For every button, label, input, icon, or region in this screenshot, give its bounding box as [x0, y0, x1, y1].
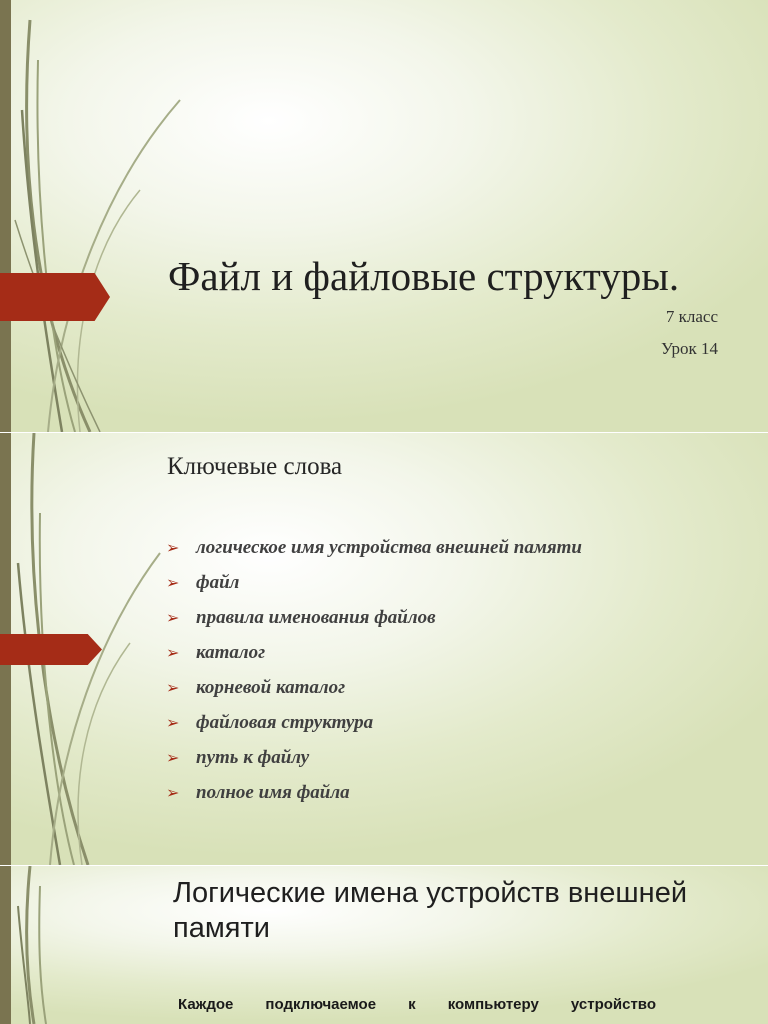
lesson-label: Урок 14 — [660, 339, 718, 358]
arrow-right-icon: ➢ — [166, 748, 180, 767]
slide-3-body: Каждое подключаемое к компьютеру устройство — [178, 996, 656, 1013]
keyword-item — [166, 745, 596, 770]
keyword-text: каталог — [196, 642, 266, 663]
arrow-right-icon: ➢ — [166, 783, 180, 802]
arrow-right-icon: ➢ — [166, 538, 180, 557]
slide-1-title: Файл и файловые структуры. — [168, 253, 680, 299]
grass-decor-icon — [0, 866, 200, 1024]
accent-banner — [0, 273, 110, 321]
arrow-right-icon: ➢ — [166, 643, 180, 662]
slide-logical-names — [0, 866, 768, 1024]
keyword-item — [166, 710, 596, 735]
slide-3-title: Логические имена устройств внешней памяти — [173, 877, 688, 944]
keyword-item — [166, 570, 596, 595]
arrow-right-icon: ➢ — [166, 713, 180, 732]
arrow-right-icon: ➢ — [166, 608, 180, 627]
keyword-text: логическое имя устройства внешней памяти — [196, 537, 582, 558]
slide-keywords — [0, 433, 768, 865]
keyword-list — [166, 535, 596, 815]
keyword-text: файловая структура — [196, 712, 374, 733]
keyword-text: полное имя файла — [196, 782, 350, 803]
grass-decor-icon — [0, 0, 200, 432]
keyword-item — [166, 675, 596, 700]
keyword-item — [166, 640, 596, 665]
slide-title — [0, 0, 768, 432]
arrow-right-icon: ➢ — [166, 573, 180, 592]
keyword-text: файл — [196, 572, 240, 593]
keyword-item — [166, 780, 596, 805]
keyword-item — [166, 605, 596, 630]
slide-2-title: Ключевые слова — [167, 453, 343, 480]
keyword-text: путь к файлу — [196, 747, 310, 768]
accent-banner — [0, 634, 102, 665]
keyword-text: корневой каталог — [196, 677, 346, 698]
keyword-text: правила именования файлов — [196, 607, 436, 628]
keyword-item — [166, 535, 596, 560]
grade-label: 7 класс — [665, 307, 718, 326]
arrow-right-icon: ➢ — [166, 678, 180, 697]
